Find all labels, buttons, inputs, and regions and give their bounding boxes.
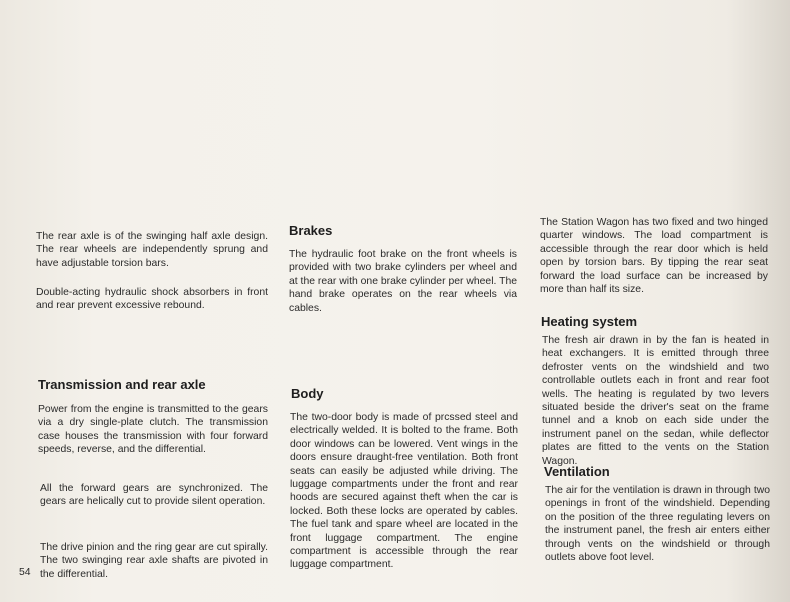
col3-para-3 <box>545 484 770 564</box>
col2-para-2 <box>290 411 518 572</box>
col1-para-1 <box>36 230 268 270</box>
heading-heating: Heating system <box>541 314 638 329</box>
page-number: 54 <box>19 567 31 578</box>
col1-para-2 <box>36 286 268 313</box>
paragraph-heating: The fresh air drawn in by the fan is heated in heat exchangers. It is emitted through three defroster vents on the windshield and two controllable outlets each in front and rear foot wells. The heating is regulated by two levers situated beside the driver's seat on the frame tunnel and a knob on each side under the instrument panel on the sedan, while deflector plates are fitted to the vents on the Station Wagon. <box>542 335 769 467</box>
paragraph-ventilation: The air for the ventilation is drawn in through two openings in front of the windshield. Depending on the position of the three regulating levers on the instrument panel, the fresh air enters either through vents on the windshield or through outlets above foot level. <box>545 485 770 564</box>
col3-para-1 <box>540 216 768 296</box>
col1-heading <box>38 377 270 392</box>
paragraph-synchronized: All the forward gears are synchronized. The gears are helically cut to provide silent operation. <box>40 483 268 508</box>
col2-heading-body <box>291 386 519 401</box>
col1-para-3 <box>38 403 268 457</box>
col3-heading-ventilation <box>544 464 770 479</box>
heading-ventilation: Ventilation <box>544 464 610 479</box>
col1-para-5 <box>40 541 268 581</box>
heading-transmission: Transmission and rear axle <box>38 377 206 392</box>
col3-heading-heating <box>541 314 769 329</box>
paragraph-station-wagon: The Station Wagon has two fixed and two hinged quarter windows. The load compartment is accessible through the rear door which is held open by torsion bars. By tipping the rear seat forward the load surface can be increased by more than half its size. <box>540 217 768 296</box>
paragraph-body: The two-door body is made of prcssed steel and electrically welded. It is bolted to the frame. Both door windows can be lowered. Vent wings in the doors ensure draught-free ventilation. Both front seats can easily be adjusted while driving. The luggage compartments under the front and rear hoods are secured against theft when the car is locked. Both these locks are operated by cables. The fuel tank and spare wheel are located in the front luggage compartment. The engine compartment is accessible through the rear luggage compartment. <box>290 412 518 571</box>
paragraph-shock-absorbers: Double-acting hydraulic shock absorbers in front and rear prevent excessive rebound. <box>36 287 268 312</box>
col1-para-4 <box>40 482 268 509</box>
paragraph-transmission: Power from the engine is transmitted to the gears via a dry single-plate clutch. The transmission case houses the transmission with four forward speeds, reverse, and the differential. <box>38 404 268 456</box>
paragraph-brakes: The hydraulic foot brake on the front wheels is provided with two brake cylinders per wheel and at the rear with one brake cylinder per wheel. The hand brake operates on the rear wheels via cables. <box>289 249 517 314</box>
col3-para-2 <box>542 334 769 468</box>
heading-brakes: Brakes <box>289 223 333 238</box>
heading-body: Body <box>291 386 324 401</box>
col2-heading-brakes <box>289 223 517 238</box>
paragraph-drive-pinion: The drive pinion and the ring gear are cut spirally. The two swinging rear axle shafts are pivoted in the differential. <box>40 542 268 580</box>
col2-para-1 <box>289 248 517 315</box>
paragraph-rear-axle: The rear axle is of the swinging half axle design. The rear wheels are independently sprung and have adjustable torsion bars. <box>36 231 268 269</box>
